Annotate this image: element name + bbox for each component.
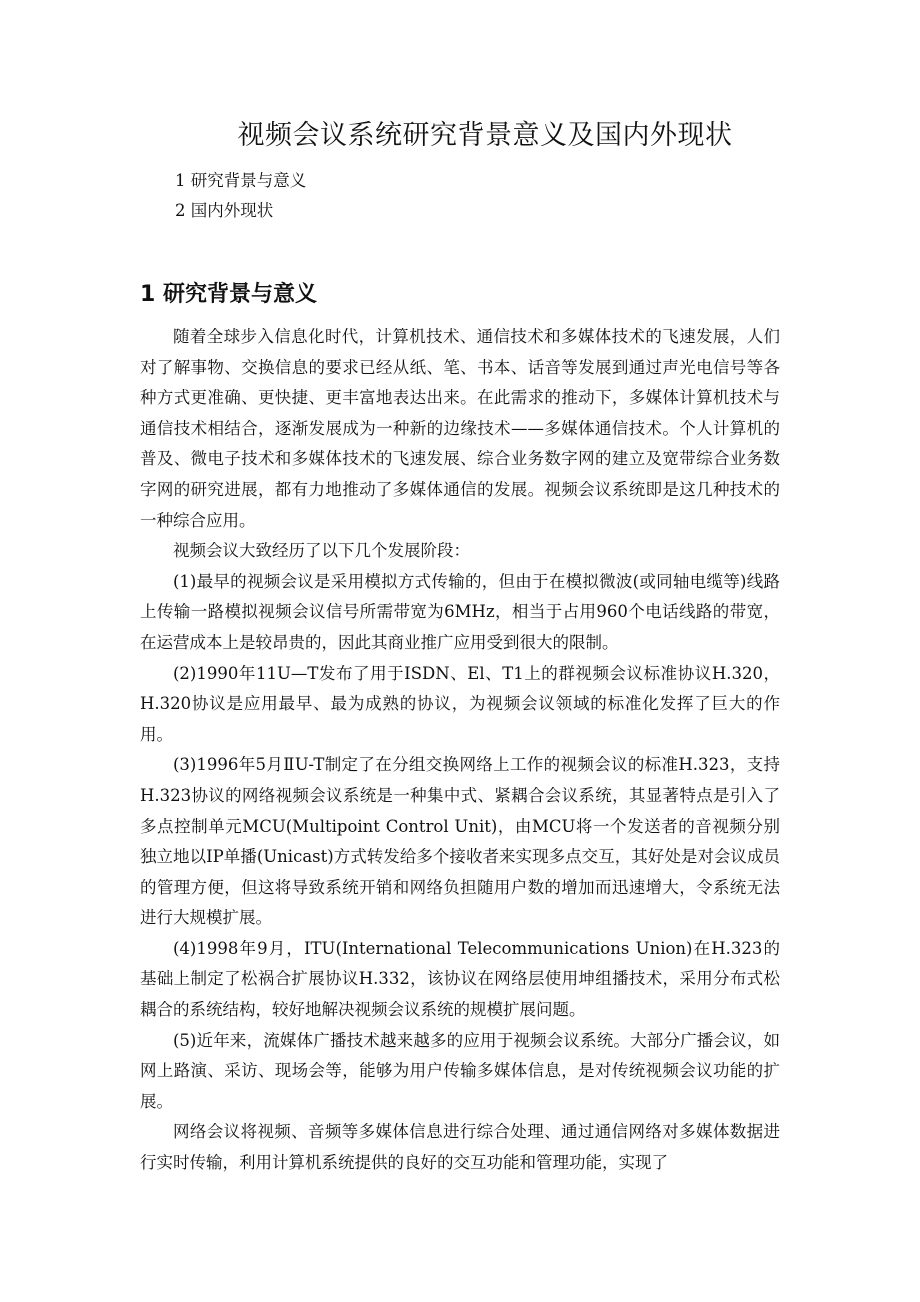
paragraph: (2)1990年11U—T发布了用于ISDN、El、T1上的群视频会议标准协议H.320，H.320协议是应用最早、最为成熟的协议，为视频会议领域的标准化发挥了巨大的作用。 — [140, 663, 780, 744]
table-of-contents — [175, 166, 306, 226]
body-text — [140, 322, 780, 1179]
paragraph: (3)1996年5月ⅡU-T制定了在分组交换网络上工作的视频会议的标准H.323，支持H.323协议的网络视频会议系统是一种集中式、紧耦合会议系统，其显著特点是引入了多点控制单元MCU(Multipoint Control Unit)，由MCU将一个发送者的音视频分别独立地以IP单播(Unicast)方式转发给多个接收者来实现多点交互，其好处是对会议成员的管理方便，但这将导致系统开销和网络负担随用户数的增加而迅速增大，令系统无法进行大规模扩展。 — [140, 755, 780, 928]
toc-item: 2 国内外现状 — [175, 201, 274, 220]
toc-item: 1 研究背景与意义 — [175, 171, 307, 190]
section-heading: 1 研究背景与意义 — [140, 282, 317, 307]
paragraph: 网络会议将视频、音频等多媒体信息进行综合处理、通过通信网络对多媒体数据进行实时传输，利用计算机系统提供的良好的交互功能和管理功能，实现了 — [140, 1122, 780, 1173]
document-title: 视频会议系统研究背景意义及国内外现状 — [237, 120, 733, 151]
paragraph: 随着全球步入信息化时代，计算机技术、通信技术和多媒体技术的飞速发展，人们对了解事物、交换信息的要求已经从纸、笔、书本、话音等发展到通过声光电信号等各种方式更准确、更快捷、更丰富地表达出来。在此需求的推动下，多媒体计算机技术与通信技术相结合，逐渐发展成为一种新的边缘技术——多媒体通信技术。个人计算机的普及、微电子技术和多媒体技术的飞速发展、综合业务数字网的建立及宽带综合业务数字网的研究进展，都有力地推动了多媒体通信的发展。视频会议系统即是这几种技术的一种综合应用。 — [140, 327, 780, 530]
paragraph: (4)1998年9月，ITU(International Telecommunications Union)在H.323的基础上制定了松祸合扩展协议H.332，该协议在网络层使用坤组播技术，采用分布式松耦合的系统结构，较好地解决视频会议系统的规模扩展问题。 — [140, 938, 780, 1020]
paragraph: (1)最早的视频会议是采用模拟方式传输的，但由于在模拟微波(或同轴电缆等)线路上传输一路模拟视频会议信号所需带宽为6MHz，相当于占用960个电话线路的带宽，在运营成本上是较昂贵的，因此其商业推广应用受到很大的限制。 — [140, 571, 780, 652]
paragraph: 视频会议大致经历了以下几个发展阶段： — [173, 541, 470, 561]
paragraph: (5)近年来，流媒体广播技术越来越多的应用于视频会议系统。大部分广播会议，如网上路演、采访、现场会等，能够为用户传输多媒体信息，是对传统视频会议功能的扩展。 — [140, 1030, 780, 1111]
